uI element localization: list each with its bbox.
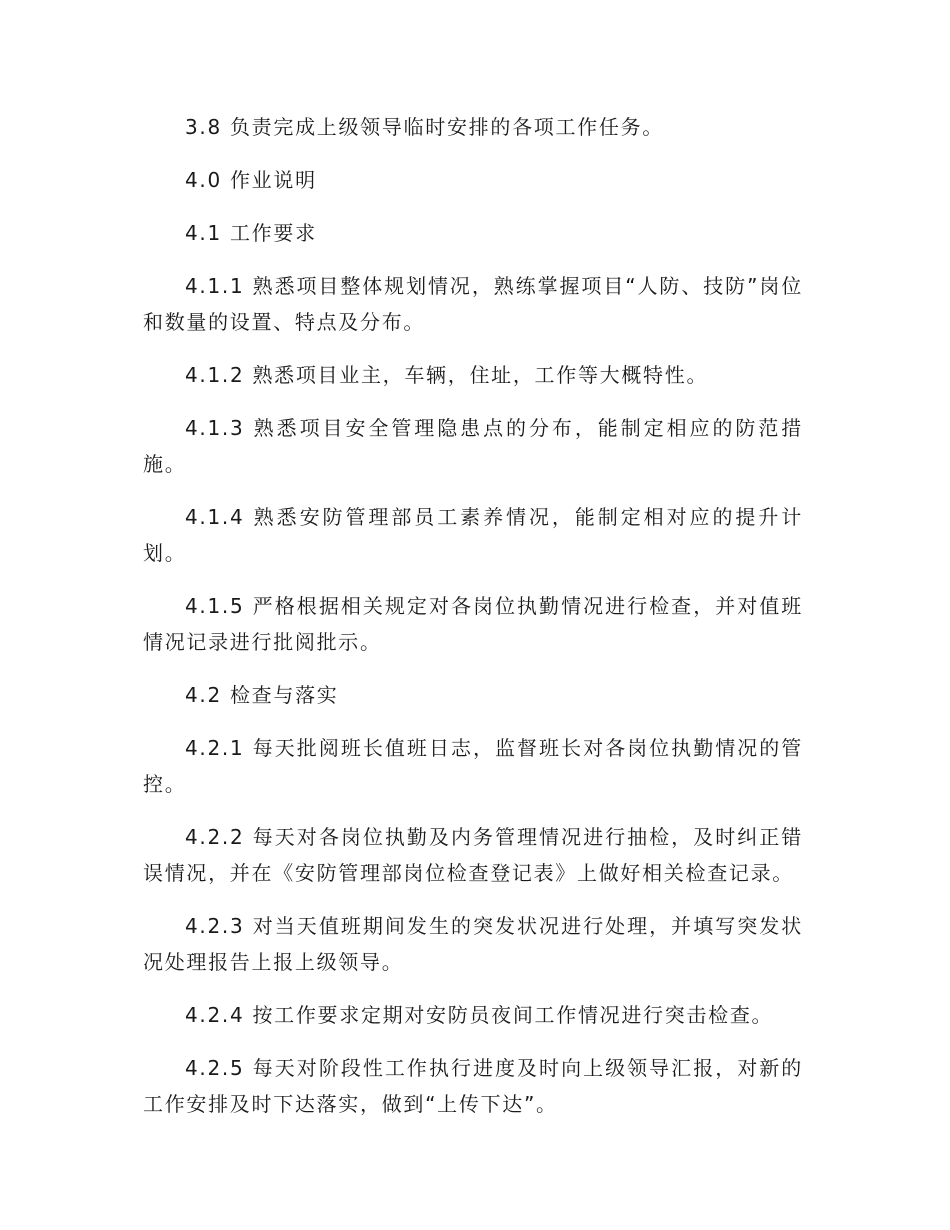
paragraph-4-1-2: 4.1.2 熟悉项目业主，车辆，住址，工作等大概特性。 xyxy=(185,363,709,387)
document-body xyxy=(143,109,803,1139)
paragraph-3-8: 3.8 负责完成上级领导临时安排的各项工作任务。 xyxy=(185,115,664,139)
heading-4-1: 4.1 工作要求 xyxy=(185,221,317,245)
paragraph-4-1-5: 4.1.5 严格根据相关规定对各岗位执勤情况进行检查，并对值班情况记录进行批阅批示。 xyxy=(143,594,803,654)
paragraph-4-2-3: 4.2.3 对当天值班期间发生的突发状况进行处理，并填写突发状况处理报告上报上级领导。 xyxy=(143,914,803,974)
paragraph-4-2-5: 4.2.5 每天对阶段性工作执行进度及时向上级领导汇报，对新的工作安排及时下达落实，做到“上传下达”。 xyxy=(143,1056,803,1116)
paragraph-4-2-2: 4.2.2 每天对各岗位执勤及内务管理情况进行抽检，及时纠正错误情况，并在《安防管理部岗位检查登记表》上做好相关检查记录。 xyxy=(143,825,803,885)
heading-4-2: 4.2 检查与落实 xyxy=(185,683,339,707)
paragraph-4-1-3: 4.1.3 熟悉项目安全管理隐患点的分布，能制定相应的防范措施。 xyxy=(143,416,803,476)
heading-4-0: 4.0 作业说明 xyxy=(185,168,317,192)
paragraph-4-2-1: 4.2.1 每天批阅班长值班日志，监督班长对各岗位执勤情况的管控。 xyxy=(143,736,803,796)
paragraph-4-1-1: 4.1.1 熟悉项目整体规划情况，熟练掌握项目“人防、技防”岗位和数量的设置、特点及分布。 xyxy=(143,274,803,334)
paragraph-4-1-4: 4.1.4 熟悉安防管理部员工素养情况，能制定相对应的提升计划。 xyxy=(143,505,803,565)
paragraph-4-2-4: 4.2.4 按工作要求定期对安防员夜间工作情况进行突击检查。 xyxy=(185,1003,774,1027)
